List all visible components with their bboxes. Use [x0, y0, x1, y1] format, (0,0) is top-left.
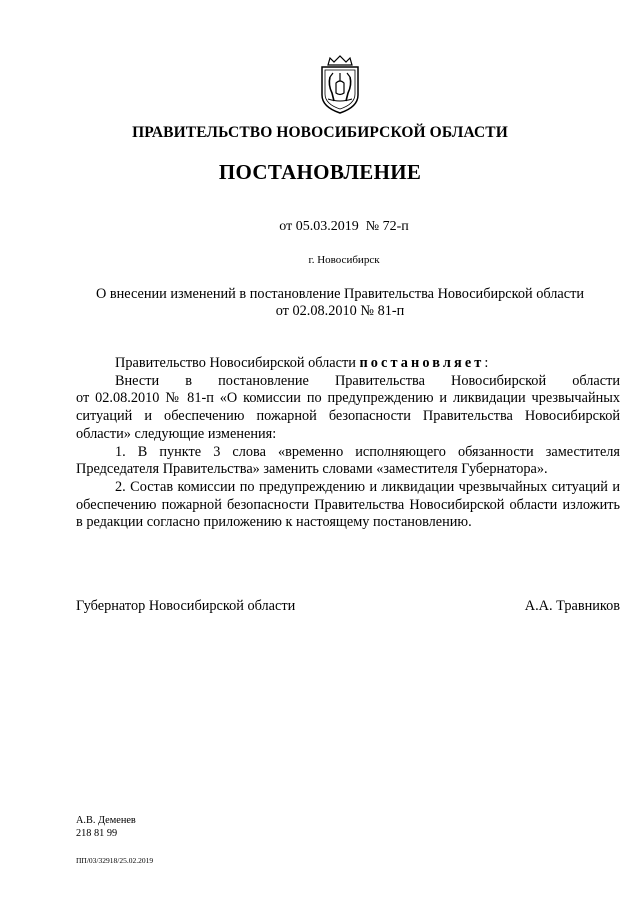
signature-block — [76, 598, 620, 615]
document-date-number — [0, 219, 640, 235]
intro-verb: постановляет — [359, 355, 485, 371]
signatory-position: Губернатор Новосибирской области — [76, 598, 296, 614]
document-number: 72-п — [382, 219, 409, 234]
executor-block — [76, 815, 136, 840]
date-prefix: от — [279, 219, 293, 234]
document-subject — [60, 286, 620, 320]
document-body — [76, 355, 620, 532]
intro-text: Правительство Новосибирской области — [115, 355, 356, 371]
intro-colon: : — [484, 355, 489, 371]
item-2: 2. Состав комиссии по предупреждению и ликвидации чрезвычайных ситуаций и обеспечению пожарной безопасности Правительства Новосибирской области изложить в редакции согласно приложению к настоящему постановлению. — [76, 478, 620, 531]
number-prefix: № — [365, 219, 380, 234]
subject-line-1: О внесении изменений в постановление Правительства Новосибирской области — [95, 286, 585, 302]
subject-line-2: от 02.08.2010 № 81-п — [275, 303, 405, 319]
registry-number: ПП/03/32918/25.02.2019 — [76, 856, 154, 865]
coat-of-arms-icon — [318, 55, 362, 115]
paragraph-1-rest: от 02.08.2010 № 81-п «О комиссии по предупреждению и ликвидации чрезвычайных ситуаций и обеспечению пожарной безопасности Правительства Новосибирской области» следующие изменения: — [76, 390, 620, 442]
signatory-name: А.А. Травников — [524, 598, 620, 614]
document-date: 05.03.2019 — [295, 219, 359, 234]
city: г. Новосибирск — [308, 254, 380, 266]
document-type: ПОСТАНОВЛЕНИЕ — [218, 160, 422, 184]
paragraph-1 — [76, 373, 620, 444]
executor-name: А.В. Деменев — [76, 815, 136, 826]
executor-phone: 218 81 99 — [76, 827, 118, 839]
item-1: 1. В пункте 3 слова «временно исполняющего обязанности заместителя Председателя Правительства» заменить словами «заместителя Губернатора». — [76, 443, 620, 478]
intro-paragraph — [76, 355, 620, 373]
paragraph-1-first-line: Внести в постановление Правительства Новосибирской области — [115, 372, 620, 389]
government-title: ПРАВИТЕЛЬСТВО НОВОСИБИРСКОЙ ОБЛАСТИ — [132, 124, 508, 141]
